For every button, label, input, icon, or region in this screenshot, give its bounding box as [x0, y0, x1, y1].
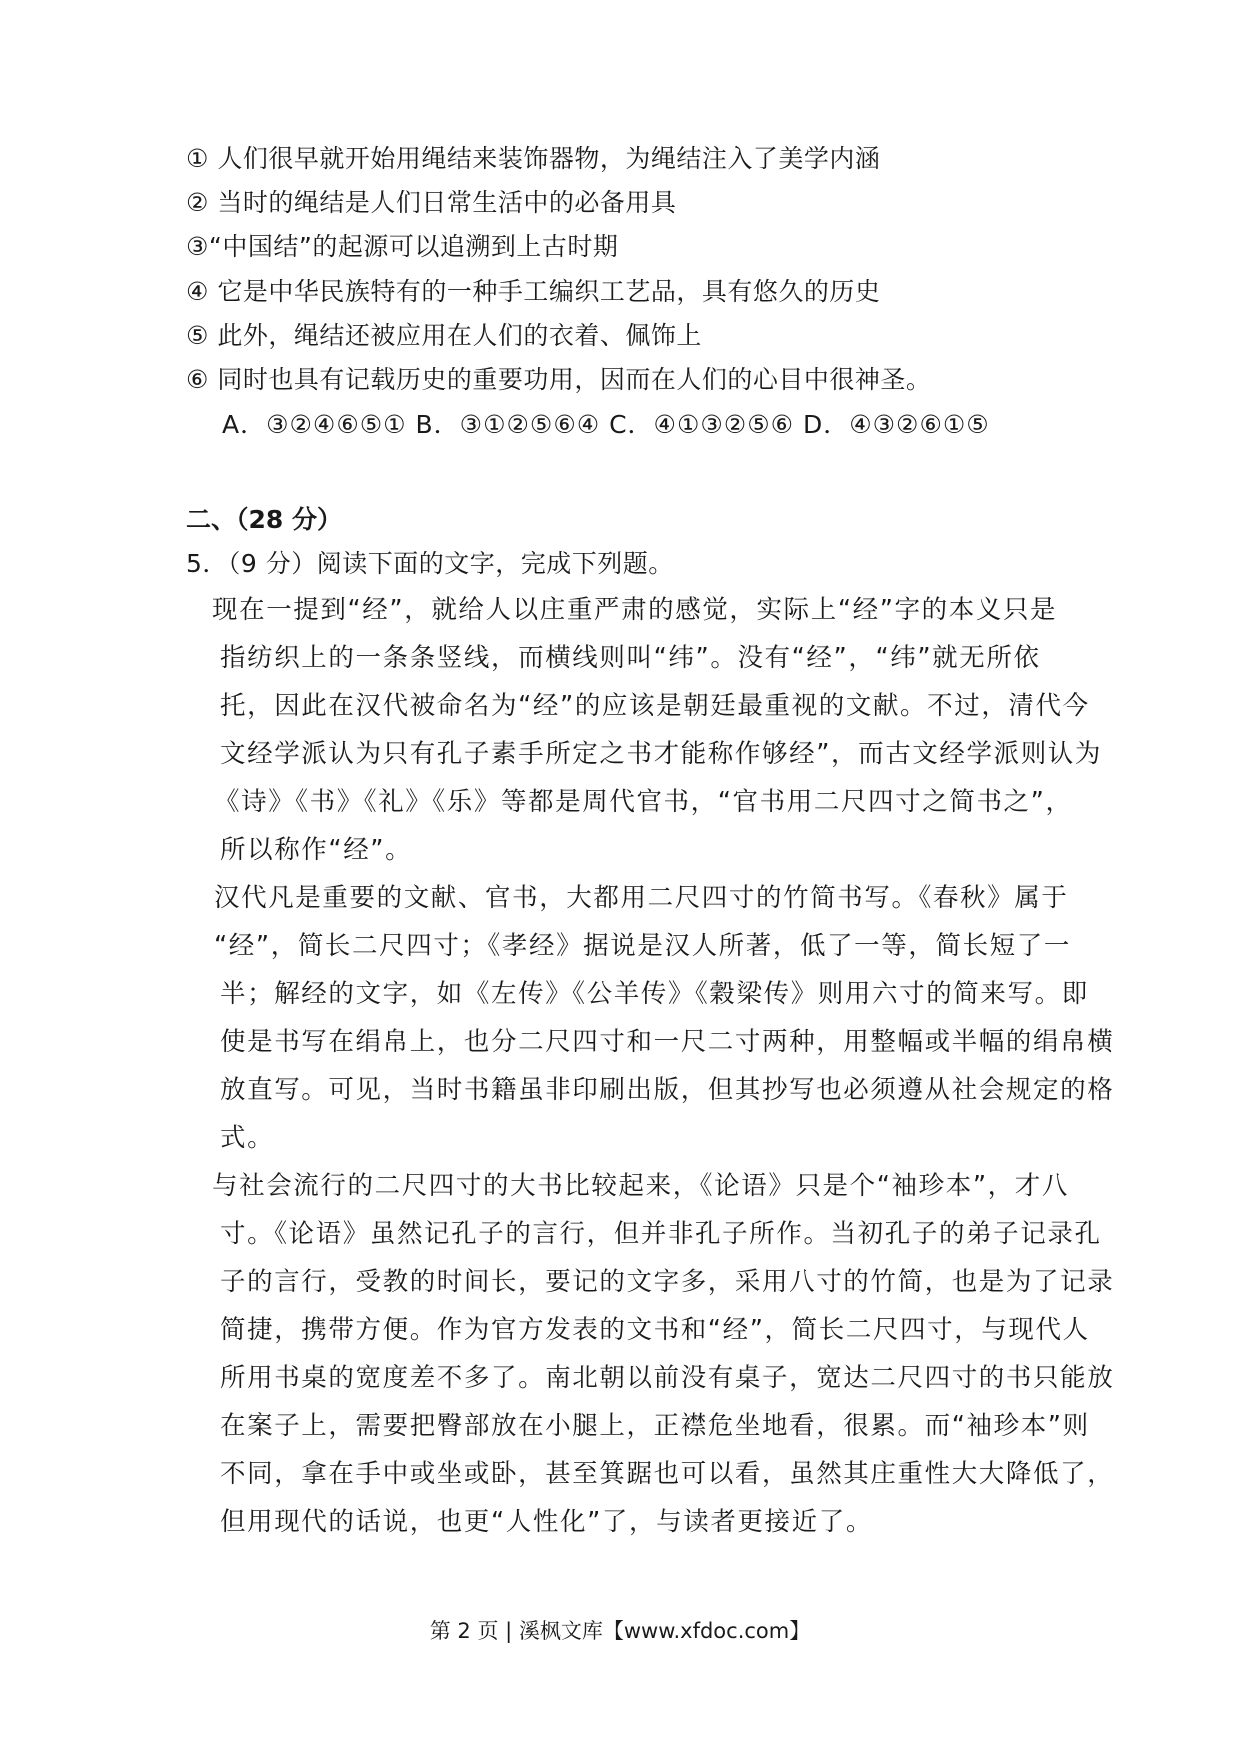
paragraph-2-line-6: 式。: [220, 1123, 275, 1153]
paragraph-3-line-6: 在案子上，需要把臀部放在小腿上，正襟危坐地看，很累。而“袖珍本”则: [220, 1411, 1090, 1441]
sentence-item-2: ② 当时的绳结是人们日常生活中的必备用具: [186, 188, 677, 217]
sentence-item-1: ① 人们很早就开始用绳结来装饰器物，为绳结注入了美学内涵: [186, 144, 881, 173]
paragraph-2-line-2: “经”，简长二尺四寸；《孝经》据说是汉人所著，低了一等，简长短了一: [214, 931, 1071, 961]
paragraph-2-line-1: 汉代凡是重要的文献、官书，大都用二尺四寸的竹简书写。《春秋》属于: [214, 883, 1069, 913]
sentence-item-5: ⑤ 此外，绳结还被应用在人们的衣着、佩饰上: [186, 321, 702, 350]
paragraph-2-line-4: 使是书写在绢帛上，也分二尺四寸和一尺二寸两种，用整幅或半幅的绢帛横: [220, 1027, 1115, 1057]
paragraph-1-line-1: 现在一提到“经”，就给人以庄重严肃的感觉，实际上“经”字的本义只是: [212, 595, 1058, 625]
paragraph-3-line-2: 寸。《论语》虽然记孔子的言行，但并非孔子所作。当初孔子的弟子记录孔: [220, 1219, 1102, 1249]
paragraph-3-line-1: 与社会流行的二尺四寸的大书比较起来，《论语》只是个“袖珍本”，才八: [212, 1171, 1069, 1201]
sentence-item-6: ⑥ 同时也具有记载历史的重要功用，因而在人们的心目中很神圣。: [186, 365, 932, 394]
paragraph-3-line-8: 但用现代的话说，也更“人性化”了，与读者更接近了。: [220, 1507, 873, 1537]
paragraph-1-line-2: 指纺织上的一条条竖线，而横线则叫“纬”。没有“经”，“纬”就无所依: [220, 643, 1041, 673]
paragraph-2-line-5: 放直写。可见，当时书籍虽非印刷出版，但其抄写也必须遵从社会规定的格: [220, 1075, 1115, 1105]
paragraph-1-line-4: 文经学派认为只有孔子素手所定之书才能称作够经”，而古文经学派则认为: [220, 739, 1103, 769]
paragraph-1-line-6: 所以称作“经”。: [220, 835, 413, 865]
paragraph-3-line-3: 子的言行，受教的时间长，要记的文字多，采用八寸的竹简，也是为了记录: [220, 1267, 1115, 1297]
paragraph-1-line-3: 托，因此在汉代被命名为“经”的应该是朝廷最重视的文献。不过，清代今: [220, 691, 1090, 721]
paragraph-2-line-3: 半；解经的文字，如《左传》《公羊传》《穀梁传》则用六寸的简来写。即: [220, 979, 1089, 1009]
section-heading: 二、（28 分）: [186, 505, 342, 534]
paragraph-1-line-5: 《诗》《书》《礼》《乐》等都是周代官书，“官书用二尺四寸之简书之”，: [214, 787, 1073, 817]
question-header: 5．（9 分）阅读下面的文字，完成下列题。: [186, 549, 674, 578]
sentence-item-3: ③“中国结”的起源可以追溯到上古时期: [186, 232, 619, 261]
paragraph-3-line-4: 简捷，携带方便。作为官方发表的文书和“经”，简长二尺四寸，与现代人: [220, 1315, 1090, 1345]
page-footer: 第 2 页 | 溪枫文库【www.xfdoc.com】: [429, 1619, 811, 1643]
paragraph-3-line-5: 所用书桌的宽度差不多了。南北朝以前没有桌子，宽达二尺四寸的书只能放: [220, 1363, 1115, 1393]
sentence-item-4: ④ 它是中华民族特有的一种手工编织工艺品，具有悠久的历史: [186, 277, 881, 306]
answer-options: A．③②④⑥⑤① B．③①②⑤⑥④ C．④①③②⑤⑥ D．④③②⑥①⑤: [222, 410, 990, 439]
paragraph-3-line-7: 不同，拿在手中或坐或卧，甚至箕踞也可以看，虽然其庄重性大大降低了，: [220, 1459, 1115, 1489]
